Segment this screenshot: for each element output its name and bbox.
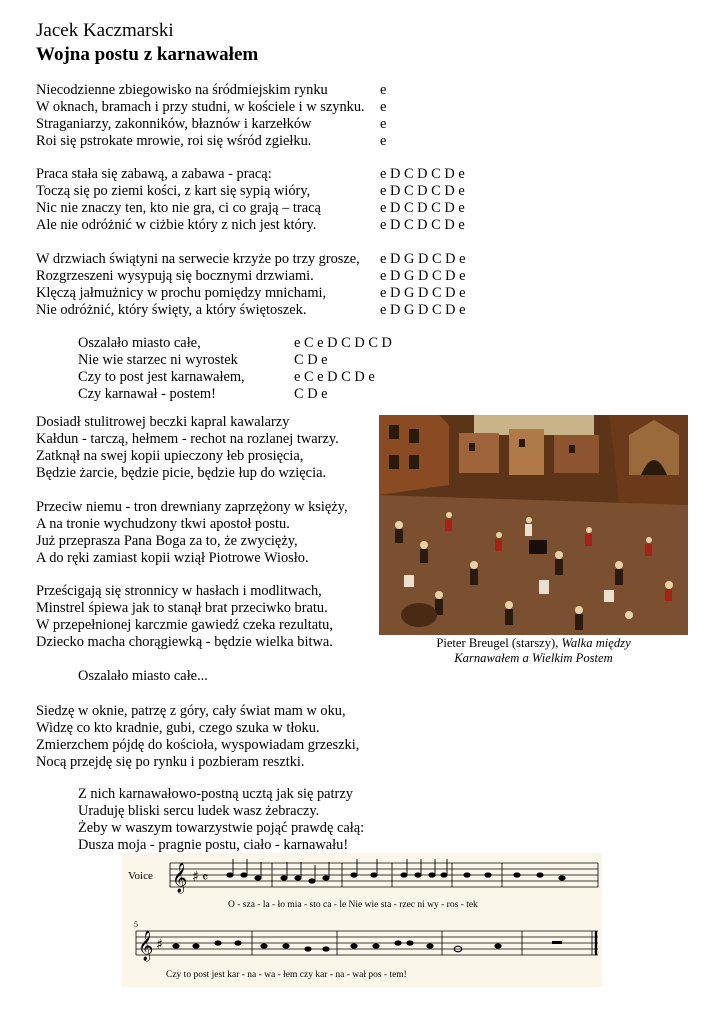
chord-text: e D C D C D e [380,183,465,199]
stanza-line [36,217,465,234]
chord-text: e D C D C D e [380,217,465,233]
stanza-line [36,99,386,116]
music-score [122,853,602,987]
verse-line: Prześcigają się stronnicy w hasłach i modlitwach, [36,583,322,599]
chord-text: e C e D C D C D [294,335,392,351]
treble-clef-icon: 𝄞 [138,931,154,961]
stanza-1 [36,82,386,150]
stanza-line [36,285,466,302]
verse-line: Przeciw niemu - tron drewniany zaprzężony w księży, [36,499,348,515]
verse-line: Z nich karnawałowo-postną ucztą jak się patrzy [78,786,353,802]
stanza-line [36,166,465,183]
verse-line: Nocą przejdę się po rynku i pozbieram resztki. [36,754,305,770]
verse-7 [36,703,359,771]
caption-title-part2: Karnawałem a Wielkim Postem [454,651,613,665]
sharp-icon: ♯ [156,937,163,953]
stanza-3 [36,251,466,319]
chorus [78,335,392,403]
lyric-text: Rozgrzeszeni wysypują się bocznymi drzwiami. [36,268,314,284]
caption-author: Pieter Breugel (starszy), [436,636,562,650]
verse-line: Już przeprasza Pana Boga za to, że zwycięży, [36,533,298,549]
stanza-line [36,116,386,133]
verse-line: Zatknął na swej kopii upieczony łeb prosięcia, [36,448,304,464]
lyric-text: Toczą się po ziemi kości, z kart się sypią wióry, [36,183,311,199]
chorus-line [78,335,392,352]
verse-line: Dziecko macha chorągiewką - będzie wielka bitwa. [36,634,333,650]
chord-text: e D G D C D e [380,268,466,284]
verse-line: Minstrel śpiewa jak to stanął brat przeciwko bratu. [36,600,328,616]
verse-4 [36,414,339,482]
lyric-text: Nie odróżnić, który święty, a który świętoszek. [36,302,307,318]
lyric-text: Oszalało miasto całe, [78,335,201,351]
sharp-icon: ♯ [192,869,199,885]
verse-8 [78,786,364,854]
caption-title-part1: Walka między [561,636,631,650]
stanza-line [36,302,466,319]
score-svg [122,853,602,987]
lyric-text: Roi się pstrokate mrowie, roi się wśród zgiełku. [36,133,312,149]
lyric-text: W drzwiach świątyni na serwecie krzyże po trzy grosze, [36,251,360,267]
stanza-line [36,183,465,200]
chord-text: e [380,133,387,149]
verse-line: Siedzę w oknie, patrzę z góry, cały świat mam w oku, [36,703,346,719]
stanza-line [36,133,386,150]
painting-image [379,415,688,635]
measure-number: 5 [134,920,138,929]
chord-text: e D G D C D e [380,302,466,318]
verse-line: A do ręki zamiast kopii wziął Piotrowe Wiosło. [36,550,309,566]
chorus-repeat [78,668,208,685]
lyric-text: Nic nie znaczy ten, kto nie gra, ci co grają – tracą [36,200,321,216]
stems-line-1 [233,859,447,881]
verse-5 [36,499,348,567]
chorus-short-line: Oszalało miasto całe... [78,668,208,684]
lyric-text: Czy to post jest karnawałem, [78,369,245,385]
score-lyrics-2: Czy to post jest kar - na - wa - łem czy kar - na - wał pos - tem! [166,970,407,980]
verse-6 [36,583,333,651]
common-time-icon: 𝄴 [202,870,209,886]
author-name: Jacek Kaczmarski [36,20,174,41]
verse-line: Zmierzchem pójdę do kościoła, wyspowiadam grzeszki, [36,737,360,753]
chorus-line [78,352,392,369]
lyric-text: Niecodzienne zbiegowisko na śródmiejskim rynku [36,82,328,98]
notes-line-1 [226,872,565,883]
chord-text: C D e [294,386,328,402]
verse-line: Uraduję bliski sercu ludek wasz żebraczy. [78,803,320,819]
caption-line-1 [379,636,688,651]
stanza-2 [36,166,465,234]
painting-caption [379,636,688,666]
chord-text: e D C D C D e [380,200,465,216]
staff-1 [170,863,598,887]
chord-text: e [380,82,387,98]
rest-icon [552,941,562,944]
lyric-text: Nie wie starzec ni wyrostek [78,352,238,368]
lyric-text: W oknach, bramach i przy studni, w kościele i w szynku. [36,99,365,115]
painting-art [379,415,688,635]
stanza-line [36,200,465,217]
song-title: Wojna postu z karnawałem [36,44,259,65]
chord-text: e D C D C D e [380,166,465,182]
chord-text: e D G D C D e [380,251,466,267]
verse-line: Dusza moja - pragnie postu, ciało - karnawału! [78,837,349,853]
chord-text: e D G D C D e [380,285,466,301]
chord-text: e [380,116,387,132]
chord-text: e [380,99,387,115]
score-lyrics-1: O - sza - la - ło mia - sto ca - le Nie wie sta - rzec ni wy - ros - tek [228,900,478,910]
verse-line: Żeby w waszym towarzystwie pojąć prawdę całą: [78,820,365,836]
lyric-text: Praca stała się zabawą, a zabawa - pracą: [36,166,272,182]
stanza-line [36,251,466,268]
treble-clef-icon: 𝄞 [172,863,188,893]
chord-text: C D e [294,352,328,368]
verse-line: Kałdun - tarczą, hełmem - rechot na rozlanej twarzy. [36,431,339,447]
stanza-line [36,82,386,99]
lyric-text: Ale nie odróżnić w ciżbie który z nich jest który. [36,217,317,233]
chorus-line [78,369,392,386]
chord-text: e C e D C D e [294,369,375,385]
lyric-text: Czy karnawał - postem! [78,386,216,402]
stanza-line [36,268,466,285]
chorus-line [78,386,392,403]
verse-line: Będzie żarcie, będzie picie, będzie łup do wzięcia. [36,465,327,481]
lyric-text: Straganiarzy, zakonników, błaznów i karzełków [36,116,312,132]
verse-line: Dosiadł stulitrowej beczki kapral kawalarzy [36,414,290,430]
verse-line: W przepełnionej karczmie gawiedź czeka rezultatu, [36,617,333,633]
lyric-text: Klęczą jałmużnicy w prochu pomiędzy mnichami, [36,285,327,301]
verse-line: Widzę co kto kradnie, gubi, czego szuka w tłoku. [36,720,320,736]
staff-2 [136,931,598,955]
instrument-label: Voice [128,870,153,882]
verse-line: A na tronie wychudzony tkwi apostoł postu. [36,516,290,532]
